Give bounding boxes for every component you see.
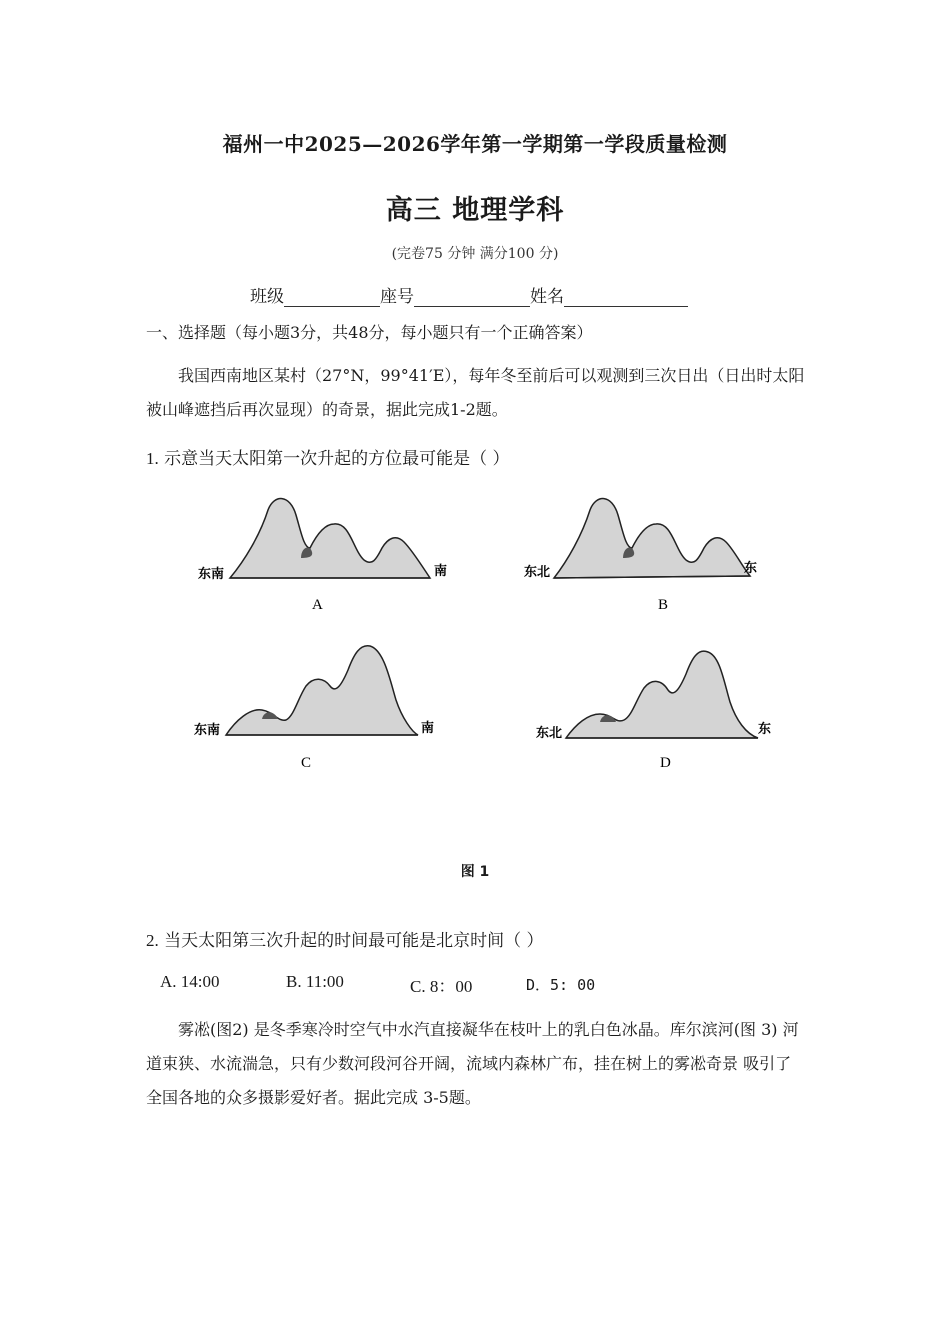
- option-b: B. 11:00: [286, 972, 344, 991]
- panel-d-letter: D: [660, 755, 671, 770]
- subject-title: 高三 地理学科: [385, 195, 565, 226]
- panel-c-right-label: 南: [421, 721, 435, 736]
- exam-info: (完卷75 分钟 满分100 分): [391, 246, 559, 262]
- figure-1-caption: 图 1: [460, 864, 490, 880]
- seat-label: 座号: [380, 287, 414, 307]
- class-label: 班级: [250, 287, 284, 307]
- section-heading: 一、选择题（每小题3分，共48分，每小题只有一个正确答案）: [146, 323, 593, 342]
- panel-b-letter: B: [658, 597, 669, 613]
- intro-paragraph: 我国西南地区某村（27°N，99°41′E），每年冬至前后可以观测到三次日出（日出时太阳被山峰遮挡后再次显现）的奇景，据此完成1-2题。: [146, 366, 805, 419]
- name-label: 姓名: [530, 287, 564, 307]
- passage-2: 雾凇(图2) 是冬季寒冷时空气中水汽直接凝华在枝叶上的乳白色冰晶。库尔滨河(图 3) 河道束狭、水流湍急，只有少数河段河谷开阔，流域内森林广布，挂在树上的雾凇奇景 吸引了全国各地的众多摄影爱好者。据此完成 3-5题。: [146, 1020, 799, 1107]
- panel-a-diagram: [190, 490, 460, 615]
- document-title: 福州一中2025—2026学年第一学期第一学段质量检测: [222, 132, 728, 156]
- question-2-number: 2.: [146, 931, 159, 950]
- panel-a-letter: A: [312, 597, 323, 613]
- question-1: [146, 444, 510, 469]
- name-blank: [564, 288, 688, 307]
- option-d: D．5: 00: [526, 976, 596, 994]
- panel-c-left-label: 东南: [194, 723, 221, 738]
- seat-blank: [414, 288, 530, 307]
- question-2: [146, 926, 544, 951]
- panel-b-right-label: 东: [744, 561, 758, 576]
- panel-a-right-label: 南: [434, 564, 448, 579]
- student-info-line: [250, 282, 688, 307]
- question-2-text: 当天太阳第三次升起的时间最可能是北京时间（ ）: [164, 931, 544, 951]
- question-1-number: 1.: [146, 449, 159, 468]
- panel-c-letter: C: [301, 755, 312, 770]
- panel-d-left-label: 东北: [536, 726, 563, 741]
- question-1-text: 示意当天太阳第一次升起的方位最可能是（ ）: [164, 449, 510, 469]
- panel-c-diagram: [190, 640, 460, 770]
- panel-d-diagram: [520, 640, 790, 770]
- panel-a-left-label: 东南: [198, 567, 225, 582]
- class-blank: [284, 288, 380, 307]
- option-a: A. 14:00: [160, 972, 220, 991]
- option-c: C. 8：00: [410, 977, 473, 996]
- panel-d-right-label: 东: [758, 722, 772, 737]
- panel-b-left-label: 东北: [524, 565, 551, 580]
- panel-b-diagram: [520, 490, 790, 615]
